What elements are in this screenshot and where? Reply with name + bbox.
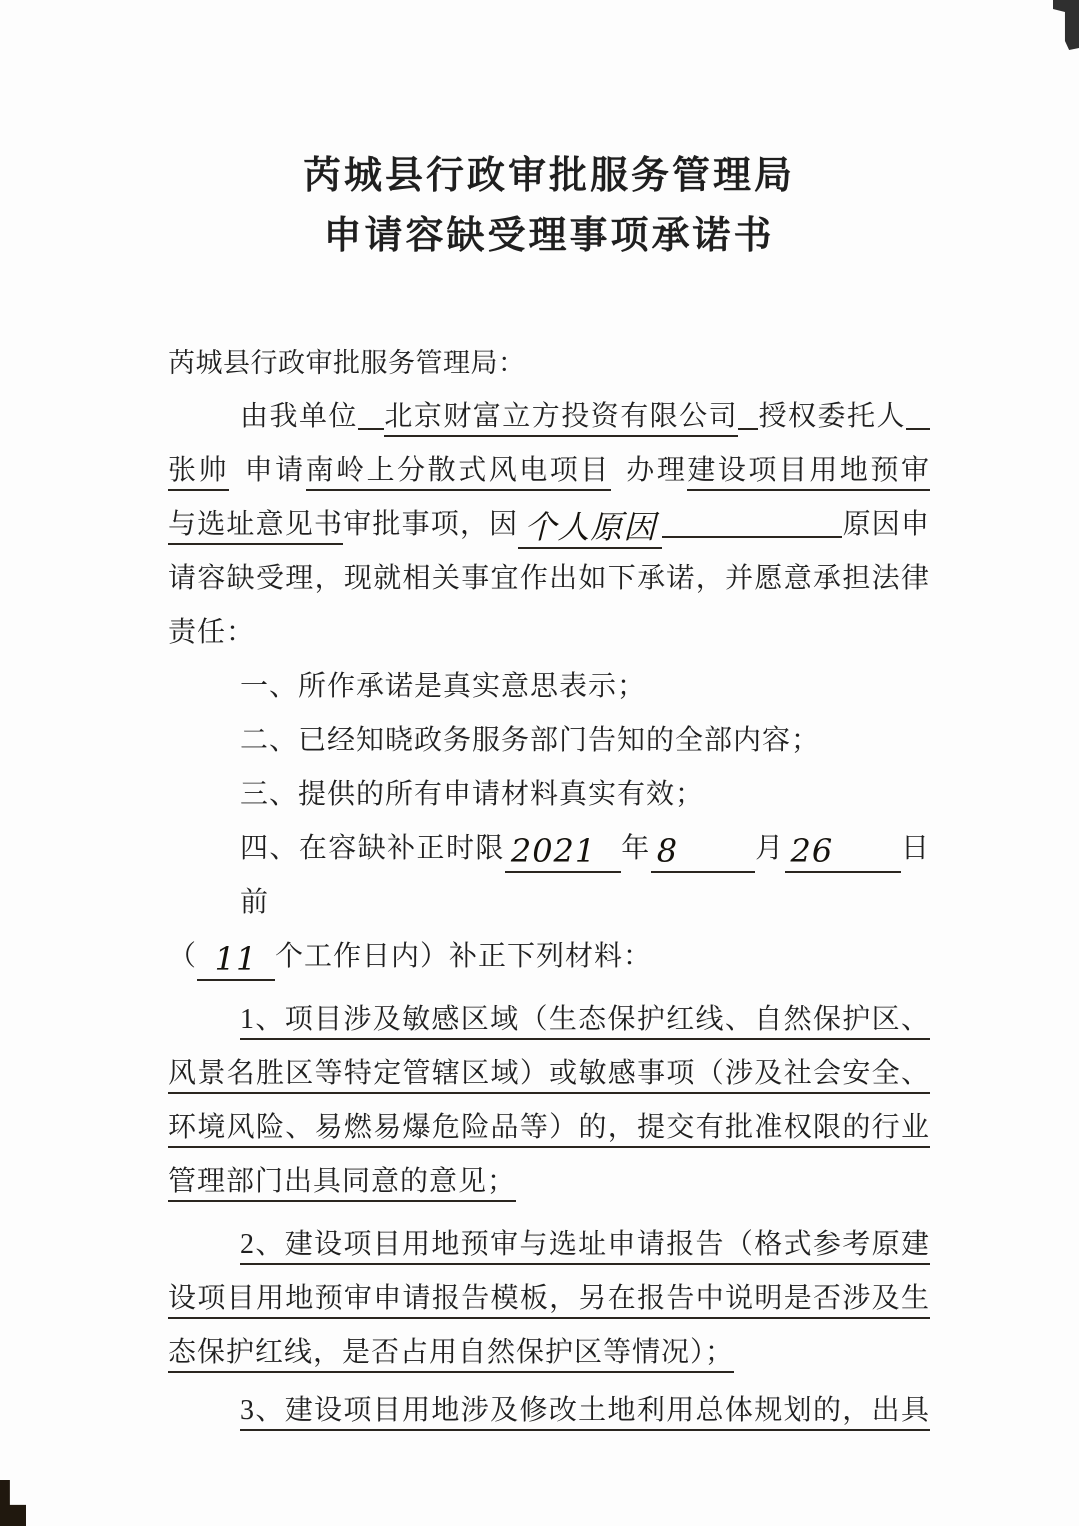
body-line-agent [168,444,930,498]
printed-text: （ [168,941,198,972]
scan-artifact-top-right [1053,0,1079,50]
title-line-1: 芮城县行政审批服务管理局 [302,155,795,197]
item-four-workdays [168,930,930,984]
document-title [168,146,930,266]
item-four-deadline [168,822,930,930]
material-2-line-2 [168,1272,930,1326]
printed-text: 三、提供的所有申请材料真实有效； [240,779,705,810]
blank-underline [906,398,930,430]
item-three [168,768,930,822]
scan-artifact-bottom-left [0,1480,26,1526]
filled-underline-text: 北京财富立方投资有限公司 [384,401,738,437]
filled-underline-text: 建设项目用地预审 [687,455,930,491]
filled-underline-text: 南岭上分散式风电项目 [306,455,611,491]
material-1-line-4 [168,1155,930,1209]
printed-text: 授权委托人 [758,401,906,432]
printed-text: 申请 [243,455,306,486]
handwritten-text: 个人原因 [518,509,662,549]
filled-underline-text: 态保护红线，是否占用自然保护区等情况）； [168,1337,734,1373]
filled-underline-text: 管理部门出具同意的意见； [168,1166,516,1202]
printed-text: 办理 [624,455,688,486]
material-1-line-1 [168,993,930,1047]
blank-underline [738,398,758,430]
printed-text: 年 [620,833,651,864]
item-one [168,660,930,714]
material-1-line-2 [168,1047,930,1101]
blank-underline [358,398,384,430]
printed-text: 芮城县行政审批服务管理局： [168,348,526,378]
item-two [168,714,930,768]
printed-text: 日前 [240,833,930,918]
filled-underline-text: 1、项目涉及敏感区域（生态保护红线、自然保护区、 [240,1004,930,1040]
printed-text: 请容缺受理，现就相关事宜作出如下承诺，并愿意承担法律 [168,563,930,594]
body-line-promise [168,552,930,606]
material-2-line-3 [168,1326,930,1380]
filled-underline-text: 设项目用地预审申请报告模板，另在报告中说明是否涉及生 [168,1283,930,1319]
printed-text: 原因申 [842,509,930,540]
title-line-2: 申请容缺受理事项承诺书 [323,215,775,257]
printed-text: 月 [754,833,785,864]
handwritten-text: 11 [197,941,275,981]
body-line-liability [168,606,930,660]
salutation-line [168,336,930,390]
handwritten-text: 2021 [505,833,621,873]
filled-underline-text: 环境风险、易燃易爆危险品等）的，提交有批准权限的行业 [168,1112,930,1148]
printed-text: 二、已经知晓政务服务部门告知的全部内容； [240,725,821,756]
printed-text: 审批事项，因 [343,509,519,540]
handwritten-text: 26 [785,833,901,873]
printed-text: 一、所作承诺是真实意思表示； [240,671,647,702]
printed-text: 由我单位 [240,401,358,432]
spacer [229,469,243,479]
handwritten-text: 8 [651,833,755,873]
material-1-line-3 [168,1101,930,1155]
body-line-unit [168,390,930,444]
filled-underline-text: 风景名胜区等特定管辖区域）或敏感事项（涉及社会安全、 [168,1058,930,1094]
spacer [611,469,625,479]
blank-underline [662,506,842,538]
printed-text: 责任： [168,617,256,648]
body-line-reason [168,498,930,552]
material-2-line-1 [168,1218,930,1272]
filled-underline-text: 3、建设项目用地涉及修改土地利用总体规划的，出具 [240,1395,930,1431]
filled-underline-text: 与选址意见书 [168,509,343,545]
filled-underline-text: 2、建设项目用地预审与选址申请报告（格式参考原建 [240,1229,930,1265]
printed-text: 四、在容缺补正时限 [240,833,505,864]
material-3-line-1 [168,1384,930,1438]
filled-underline-text: 张帅 [168,455,229,491]
document-body [168,336,930,1438]
printed-text: 个工作日内）补正下列材料： [275,941,653,972]
